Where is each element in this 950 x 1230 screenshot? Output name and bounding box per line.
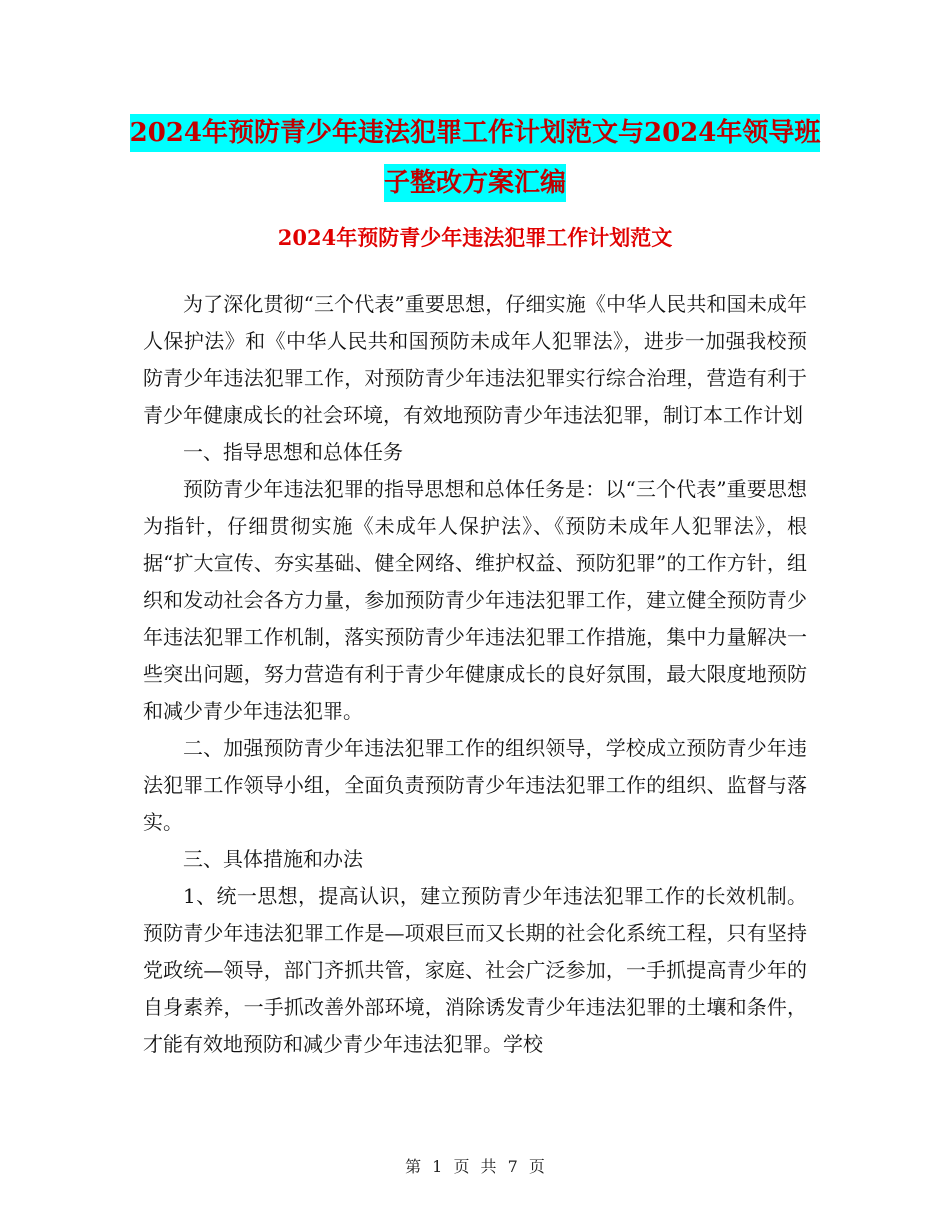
paragraph: 预防青少年违法犯罪的指导思想和总体任务是：以“三个代表”重要思想为指针，仔细贯彻实施《未成年人保护法》、《预防未成年人犯罪法》，根据“扩大宣传、夯实基础、健全网络、维护权益、预防犯罪”的工作方针，组织和发动社会各方力量，参加预防青少年违法犯罪工作，建立健全预防青少年违法犯罪工作机制，落实预防青少年违法犯罪工作措施，集中力量解决一些突出问题，努力营造有利于青少年健康成长的良好氛围，最大限度地预防和减少青少年违法犯罪。 <box>143 477 807 723</box>
paragraph-heading: 三、具体措施和办法 <box>183 847 363 871</box>
paragraph: 1、统一思想，提高认识，建立预防青少年违法犯罪工作的长效机制。预防青少年违法犯罪工作是—项艰巨而又长期的社会化系统工程，只有坚持党政统—领导，部门齐抓共管，家庭、社会广泛参加，一手抓提高青少年的自身素养，一手抓改善外部环境，消除诱发青少年违法犯罪的土壤和条件，才能有效地预防和减少青少年违法犯罪。学校 <box>143 884 807 1056</box>
page-footer: 第 1 页 共 7 页 <box>405 1157 545 1176</box>
document-title-text: 2024年预防青少年违法犯罪工作计划范文与2024年领导班子整改方案汇编 <box>130 114 821 202</box>
paragraph: 二、加强预防青少年违法犯罪工作的组织领导，学校成立预防青少年违法犯罪工作领导小组，全面负责预防青少年违法犯罪工作的组织、监督与落实。 <box>143 736 807 834</box>
paragraph-heading: 一、指导思想和总体任务 <box>183 440 403 464</box>
section-title: 2024年预防青少年违法犯罪工作计划范文 <box>277 225 673 250</box>
document-title <box>120 108 830 208</box>
document-body <box>143 286 807 1063</box>
paragraph: 为了深化贯彻“三个代表”重要思想，仔细实施《中华人民共和国未成年人保护法》和《中华人民共和国预防未成年人犯罪法》，进步一加强我校预防青少年违法犯罪工作，对预防青少年违法犯罪实行综合治理，营造有利于青少年健康成长的社会环境，有效地预防青少年违法犯罪，制订本工作计划 <box>143 292 807 427</box>
